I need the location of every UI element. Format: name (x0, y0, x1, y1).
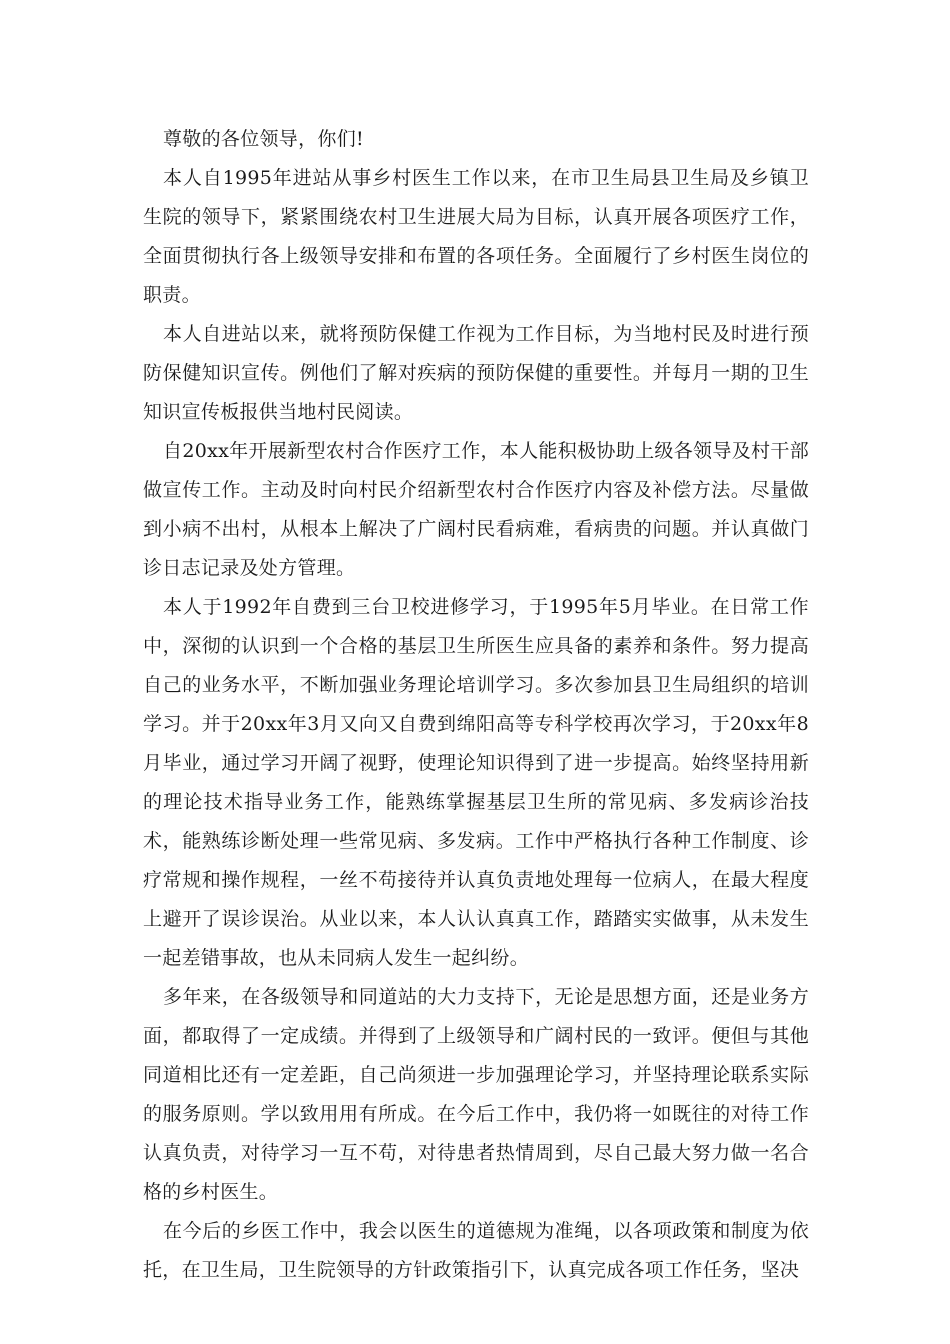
document-body (143, 120, 809, 1290)
paragraph-3: 自20xx年开展新型农村合作医疗工作，本人能积极协助上级各领导及村干部做宣传工作。主动及时向村民介绍新型农村合作医疗内容及补偿方法。尽量做到小病不出村，从根本上解决了广阔村民看病难，看病贵的问题。并认真做门诊日志记录及处方管理。 (143, 440, 809, 579)
salutation: 尊敬的各位领导，你们! (163, 128, 364, 150)
paragraph-1: 本人自1995年进站从事乡村医生工作以来，在市卫生局县卫生局及乡镇卫生院的领导下，紧紧围绕农村卫生进展大局为目标，认真开展各项医疗工作，全面贯彻执行各上级领导安排和布置的各项任务。全面履行了乡村医生岗位的职责。 (143, 167, 809, 306)
paragraph-2: 本人自进站以来，就将预防保健工作视为工作目标，为当地村民及时进行预防保健知识宣传。例他们了解对疾病的预防保健的重要性。并每月一期的卫生知识宣传板报供当地村民阅读。 (143, 323, 809, 423)
paragraph-5: 多年来，在各级领导和同道站的大力支持下，无论是思想方面，还是业务方面，都取得了一定成绩。并得到了上级领导和广阔村民的一致评。便但与其他同道相比还有一定差距，自己尚须进一步加强理论学习，并坚持理论联系实际的服务原则。学以致用用有所成。在今后工作中，我仍将一如既往的对待工作认真负责，对待学习一互不苟，对待患者热情周到，尽自己最大努力做一名合格的乡村医生。 (143, 986, 809, 1203)
paragraph-6: 在今后的乡医工作中，我会以医生的道德规为准绳，以各项政策和制度为依托，在卫生局，卫生院领导的方针政策指引下，认真完成各项工作任务，坚决 (143, 1220, 809, 1281)
paragraph-4: 本人于1992年自费到三台卫校进修学习，于1995年5月毕业。在日常工作中，深彻的认识到一个合格的基层卫生所医生应具备的素养和条件。努力提高自己的业务水平，不断加强业务理论培训学习。多次参加县卫生局组织的培训学习。并于20xx年3月又向又自费到绵阳高等专科学校再次学习，于20xx年8月毕业，通过学习开阔了视野，使理论知识得到了进一步提高。始终坚持用新的理论技术指导业务工作，能熟练掌握基层卫生所的常见病、多发病诊治技术，能熟练诊断处理一些常见病、多发病。工作中严格执行各种工作制度、诊疗常规和操作规程，一丝不苟接待并认真负责地处理每一位病人，在最大程度上避开了误诊误治。从业以来，本人认认真真工作，踏踏实实做事，从未发生一起差错事故，也从未同病人发生一起纠纷。 (143, 596, 809, 969)
